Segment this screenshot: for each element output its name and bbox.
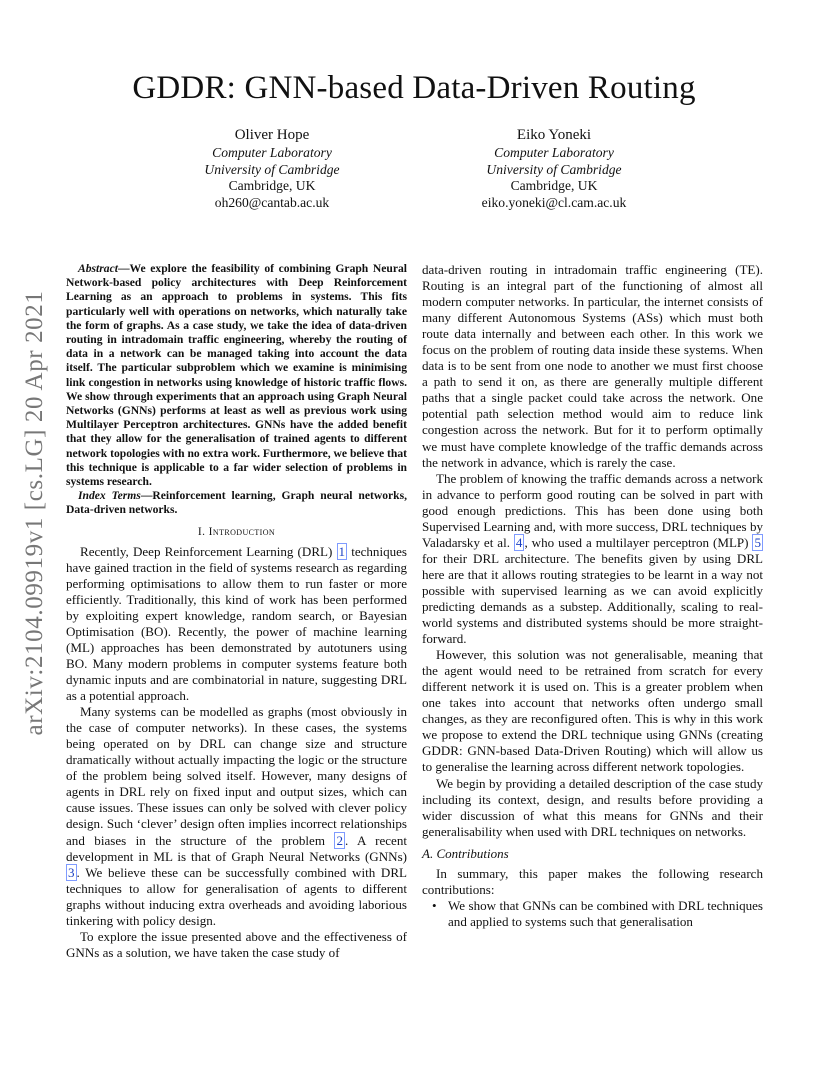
abstract-label: Abstract	[78, 262, 118, 275]
author-block	[424, 126, 684, 211]
author-dept: Computer Laboratory	[494, 145, 614, 160]
paper-title: GDDR: GNN-based Data-Driven Routing	[132, 70, 696, 106]
paragraph	[66, 544, 407, 704]
abstract-text: —We explore the feasibility of combining Graph Neural Network-based policy architectures with Deep Reinforcement Learning as an approach to problems in systems. This fits particularly well with operations on networks, which naturally take the form of graphs. As a case study, we take the idea of data-driven routing in intradomain traffic engineering, whereby the routing of data in a network can be managed taking into account the data itself. The particular subproblem which we examine is minimising link congestion in networks using knowledge of historic traffic flows. We show through experiments that an approach using Graph Neural Networks (GNNs) performs at least as well as previous work using Multilayer Perceptron architectures. GNNs have the added benefit that they allow for the generalisation of trained agents to different network topologies with no extra work. Furthermore, we believe that this technique is applicable to a far wider selection of problems in systems research.	[66, 262, 407, 489]
paragraph-text: However, this solution was not generalisable, meaning that the agent would need to be retrained from scratch for every different network it is used on. This is a greater problem when one takes into account that networks often undergo small changes, as they are reconfigured often. This is why in this work we propose to extend the DRL technique using GNNs (creating GDDR: GNN-based Data-Driven Routing) which will allow us to generalise the learning across different network topologies.	[422, 647, 763, 775]
contributions-list	[422, 898, 763, 930]
citation-link[interactable]: 2	[336, 832, 343, 848]
paragraph	[422, 262, 763, 471]
paragraph	[422, 647, 763, 775]
paragraph-text: , who used a multilayer perceptron (MLP)	[524, 534, 753, 550]
paragraph-text: Recently, Deep Reinforcement Learning (DRL)	[80, 543, 337, 559]
author-dept: Computer Laboratory	[212, 145, 332, 160]
index-terms	[66, 489, 407, 517]
author-name: Eiko Yoneki	[516, 127, 592, 143]
index-terms-label: Index Terms	[78, 489, 141, 503]
arxiv-identifier: arXiv:2104.09919v1 [cs.LG] 20 Apr 2021	[21, 290, 48, 736]
author-block	[142, 126, 402, 211]
paragraph	[422, 776, 763, 840]
citation-link[interactable]: 4	[515, 534, 523, 550]
right-column	[422, 262, 763, 930]
list-item: • We show that GNNs can be combined with DRL techniques and applied to systems such that generalisation	[422, 898, 763, 930]
abstract	[66, 262, 407, 489]
section-heading-introduction: I. Introduction	[197, 525, 276, 538]
author-email: eiko.yoneki@cl.cam.ac.uk	[481, 194, 627, 210]
paragraph-text: data-driven routing in intradomain traffic engineering (TE). Routing is an integral part of the functioning of almost all modern computer networks. In particular, the internet consists of many different Autonomous Systems (ASs) which must both route data internally and between each other. In this work we focus on the problem of routing data inside these systems. When data is to be sent from one node to another we must first choose a path to send it on, as there are generally multiple different paths that a single packet could take across the network. One potential path selection method would aim to reduce link congestion across the network. But for it to perform optimally we must have complete knowledge of the traffic demands across the network in advance, which is rarely the case.	[422, 262, 763, 470]
paragraph-text: . We believe these can be successfully combined with DRL techniques to allow for generalisation of agents to different graphs without inducing extra overheads and avoiding laborious tinkering with policy design.	[66, 864, 407, 928]
author-location: Cambridge, UK	[228, 178, 316, 193]
paragraph-text: techniques have gained traction in the field of systems research as regarding performing optimisations to allow them to run faster or more efficiently. Traditionally, this kind of work has been performed by exploiting expert knowledge, random search, or Bayesian Optimisation (BO). Recently, the power of machine learning (ML) approaches has been demonstrated by autotuners using BO. Many modern problems in computer systems feature both dynamic inputs and are combinatorial in nature, suggesting DRL as a potential approach.	[66, 543, 407, 704]
paragraph	[66, 704, 407, 929]
citation-link[interactable]: 1	[338, 543, 346, 559]
author-org: University of Cambridge	[486, 161, 622, 177]
paragraph-text: Many systems can be modelled as graphs (most obviously in the case of computer networks). In these cases, the systems being operated on by DRL can change size and structure dramatically without actually impacting the logic or the structure of the problem being solved itself. However, many designs of agents in DRL rely on fixed input and output sizes, which can cause issues. These issues can only be solved with clever policy design. Such ‘clever’ design often implies incorrect relationships and biases in the structure of the problem	[66, 704, 407, 848]
subsection-heading-contributions: A. Contributions	[422, 845, 509, 861]
author-org: University of Cambridge	[204, 161, 340, 177]
paragraph-text: We begin by providing a detailed description of the case study including its context, design, and results before providing a wider discussion of what this means for GNNs and their generalisability when used with DRL techniques on networks.	[422, 775, 763, 839]
citation-link[interactable]: 5	[754, 534, 762, 550]
paragraph-text: for their DRL architecture. The benefits given by using DRL here are that it allows routing strategies to be learnt in a way not possible with supervised learning as we can avoid explicitly predicting demands as a substep. Additionally, scaling to real-world systems and distributed systems should be more straight-forward.	[422, 550, 763, 647]
author-name: Oliver Hope	[234, 127, 310, 143]
paragraph: In summary, this paper makes the following research contributions:	[422, 865, 763, 897]
paragraph-text: To explore the issue presented above and the effectiveness of GNNs as a solution, we have taken the case study of	[66, 928, 407, 960]
paragraph-text: The problem of knowing the traffic demands across a network in advance to perform good routing can be solved in part with good enough predictions. This has been done using both Supervised Learning and, with more success, DRL techniques by Valadarsky et al.	[422, 470, 763, 550]
paragraph-text: . A recent development in ML is that of Graph Neural Networks (GNNs)	[66, 832, 407, 864]
paragraph	[66, 929, 407, 961]
author-email: oh260@cantab.ac.uk	[214, 194, 330, 210]
citation-link[interactable]: 3	[68, 864, 75, 880]
author-location: Cambridge, UK	[510, 178, 598, 193]
index-terms-text: —Reinforcement learning, Graph neural networks, Data-driven networks.	[66, 489, 407, 517]
left-column	[66, 262, 407, 961]
paragraph	[422, 471, 763, 648]
